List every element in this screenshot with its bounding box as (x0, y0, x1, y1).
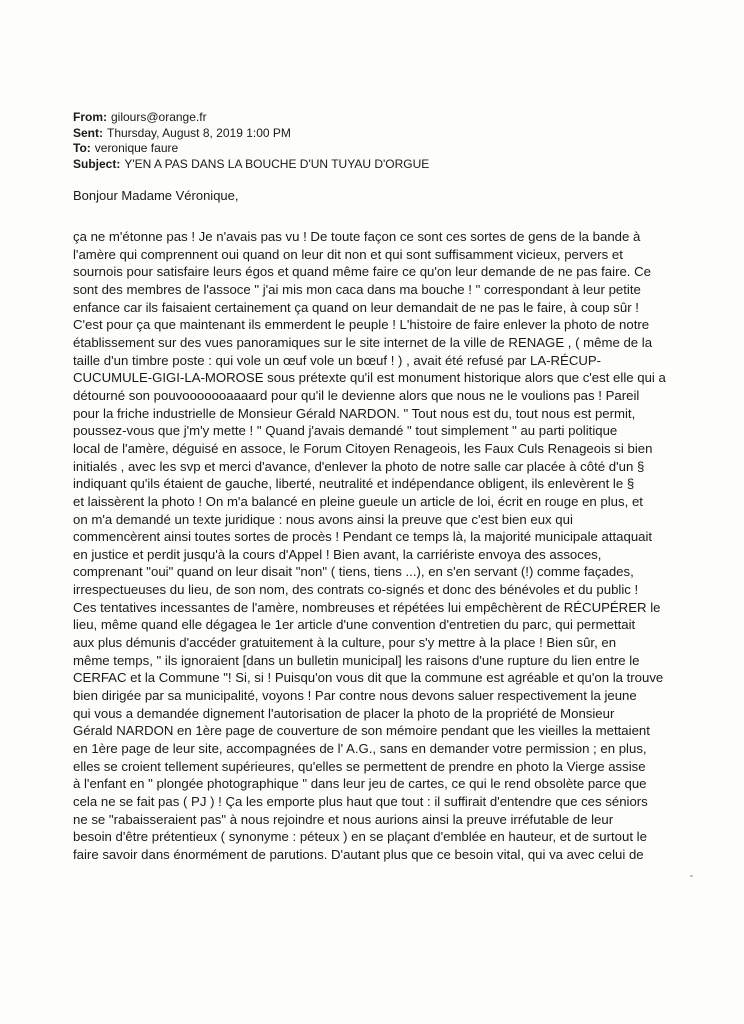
body-line: on m'a demandé un texte juridique : nous avons ainsi la preuve que c'est bien eux qui (73, 511, 573, 527)
body-line: initialés , avec les svp et merci d'avance, d'enlever la photo de notre salle car placée à côté d'un § (73, 458, 645, 474)
body-line: même temps, " ils ignoraient [dans un bulletin municipal] les raisons d'une rupture du lien entre le (73, 652, 640, 668)
body-line: comprenant "oui" quand on leur disait "non" ( tiens, tiens ...), en s'en servant (!) comme façades, (73, 564, 634, 580)
body-line: local de l'amère, déguisé en assoce, le Forum Citoyen Renageois, les Faux Culs Renageois si bien (73, 440, 653, 456)
body-line: établissement sur des vues panoramiques sur le site internet de la ville de RENAGE , ( même de la (73, 334, 653, 350)
from-label: From: (73, 110, 107, 124)
body-line: Gérald NARDON en 1ère page de couverture de son mémoire pendant que les vieilles la mettaient (73, 723, 650, 739)
body-line: pour la friche industrielle de Monsieur Gérald NARDON. " Tout nous est du, tout nous est permit, (73, 405, 636, 421)
body-line: qui vous a demandée dignement l'autorisation de placer la photo de la propriété de Monsieur (73, 705, 615, 721)
to-row (73, 141, 693, 157)
body-line: irrespectueuses du lieu, de son nom, des contrats co-signés et donc des bénévoles et du public ! (73, 582, 639, 598)
body-line: indiquant qu'ils étaient de gauche, liberté, neutralité et indépendance obligent, ils enlevèrent le § (73, 476, 635, 492)
body-line: lieu, même quand elle dégagea le 1er article d'une convention d'entretien du parc, qui permettait (73, 617, 636, 633)
body-line: et laissèrent la photo ! On m'a balancé en pleine gueule un article de loi, écrit en rouge en plus, et (73, 493, 643, 509)
subject-value: Y'EN A PAS DANS LA BOUCHE D'UN TUYAU D'ORGUE (124, 156, 430, 171)
body-line: Ces tentatives incessantes de l'amère, nombreuses et répétées lui empêchèrent de RÉCUPÉRER le (73, 599, 661, 615)
body-line: bien dirigée par sa municipalité, voyons ! Par contre nous devons saluer respectivement la jeune (73, 688, 637, 704)
sent-label: Sent: (73, 125, 103, 140)
scan-speck (690, 875, 693, 877)
body-line: enfance car ils faisaient certainement ça quand on leur demandait de ne pas le faire, à coup sûr ! (73, 299, 639, 315)
body-line: CERFAC et la Commune "! Si, si ! Puisqu'on vous dit que la commune est agréable et qu'on la trouve (73, 670, 664, 686)
body-line: besoin d'être prétentieux ( synonyme : péteux ) en se plaçant d'emblée en hauteur, et de surtout le (73, 829, 647, 845)
body-line: poussez-vous que j'm'y mette ! " Quand j'avais demandé " tout simplement " au parti politique (73, 423, 618, 439)
body-line: à l'enfant en " plongée photographique " dans leur jeu de cartes, ce qui le rend obsolète parce que (73, 776, 647, 792)
body-line: commencèrent ainsi toutes sortes de procès ! Pendant ce temps là, la majorité municipale attaquait (73, 529, 653, 545)
body-line: faire savoir dans énormément de parutions. D'autant plus que ce besoin vital, qui va avec celui de (73, 846, 644, 862)
body-line: elles se croient tellement supérieures, qu'elles se permettent de prendre en photo la Vierge assise (73, 758, 646, 774)
body-line: ne se "rabaisseraient pas" à nous rejoindre et nous aurions ainsi la preuve irréfutable de leur (73, 811, 614, 827)
subject-label: Subject: (73, 156, 121, 171)
body-line: CUCUMULE-GIGI-LA-MOROSE sous prétexte qu'il est monument historique alors que c'est elle qui a (73, 370, 666, 386)
body-line: sournois pour satisfaire leurs égos et quand même faire ce qu'on leur demande de ne pas faire. Ce (73, 264, 651, 280)
sent-row (73, 126, 693, 142)
body-line: sont des membres de l'assoce " j'ai mis mon caca dans ma bouche ! " correspondant à leur petite (73, 281, 641, 297)
body-line: taille d'un timbre poste : qui vole un œuf vole un bœuf ! ) , avait été refusé par LA-RÉCUP- (73, 352, 602, 368)
body-line: détourné son pouvooooooaaaard pour qu'il le devienne alors que nous ne le voulions pas ! Pareil (73, 387, 640, 403)
to-label: To: (73, 141, 91, 155)
body-line: l'amère qui comprennent oui quand on leur dit non et qui sont suffisamment vicieux, pervers et (73, 246, 623, 262)
letter-body (73, 228, 693, 864)
subject-row (73, 157, 693, 173)
from-row (73, 110, 693, 126)
body-line: en justice et perdit jusqu'à la cours d'Appel ! Bien avant, la carriériste envoya des assoces, (73, 546, 602, 562)
body-line: aux plus démunis d'accéder gratuitement à la culture, pour s'y mettre à la place ! Bien sûr, en (73, 635, 617, 651)
greeting: Bonjour Madame Véronique, (73, 188, 239, 203)
sent-value: Thursday, August 8, 2019 1:00 PM (107, 125, 291, 140)
body-line: ça ne m'étonne pas ! Je n'avais pas vu ! De toute façon ce sont ces sortes de gens de la bande à (73, 229, 641, 244)
to-value: veronique faure (94, 141, 179, 155)
from-value: gilours@orange.fr (111, 110, 207, 124)
body-line: C'est pour ça que maintenant ils emmerdent le peuple ! L'histoire de faire enlever la photo de notre (73, 317, 650, 333)
body-line: en 1ère page de leur site, accompagnées de l' A.G., sans en demander votre permission ; en plus, (73, 741, 647, 757)
email-header (73, 110, 693, 172)
body-line: cela ne se fait pas ( PJ ) ! Ça les emporte plus haut que tout : il suffirait d'entendre que ces séniors (73, 794, 648, 809)
